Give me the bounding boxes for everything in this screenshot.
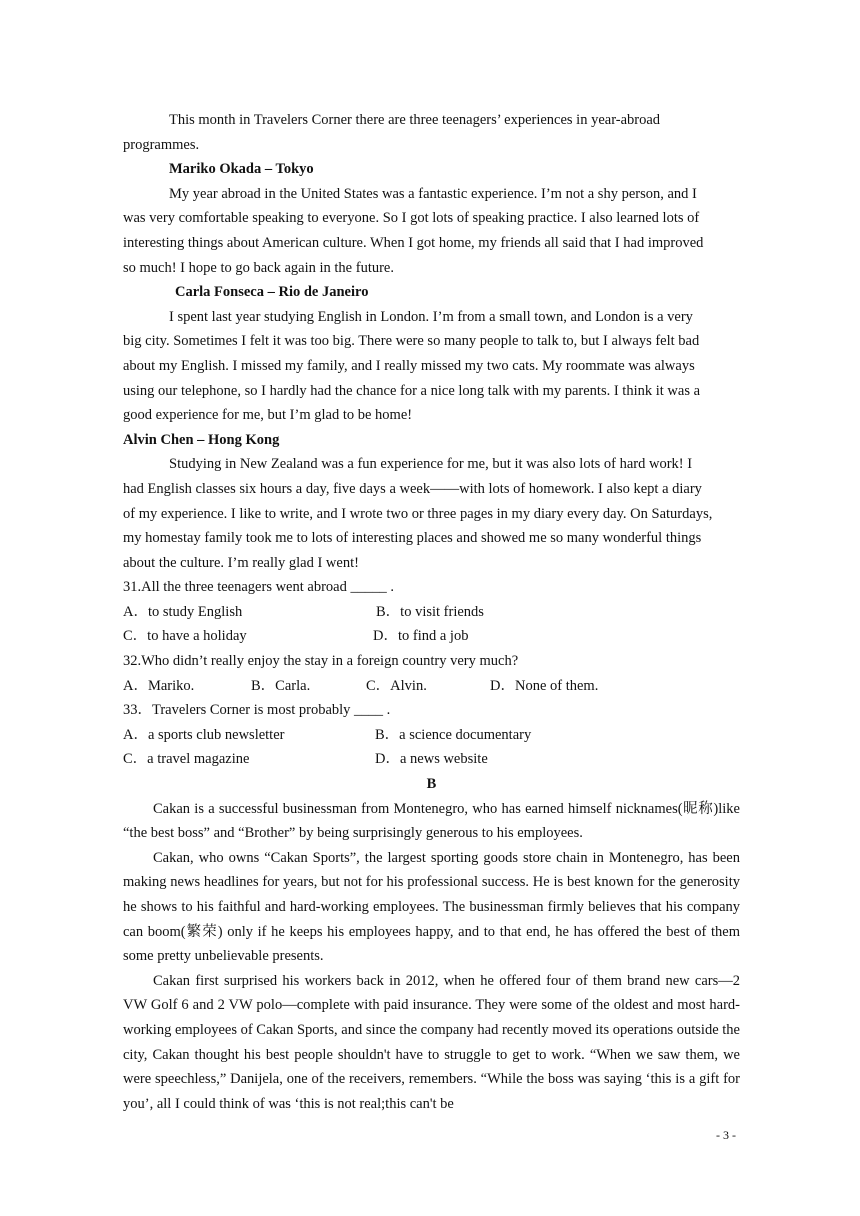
section-b-paragraph: Cakan, who owns “Cakan Sports”, the largest sporting goods store chain in Montenegro, has been making news headlines for years, but not for his professional success. He is best known for the generosity he shows to his faithful and hard-working employees. The businessman firmly believes that his company can boom(繁荣) only if he keeps his employees happy, and to that end, he has offered the best of them some pretty unbelievable presents. <box>123 849 740 965</box>
option-a: A．Mariko. <box>123 677 195 694</box>
option-c: C．a travel magazine <box>123 751 250 768</box>
question-33-options-row <box>123 747 740 772</box>
carla-line: good experience for me, but I’m glad to be home! <box>123 407 413 424</box>
alvin-line: about the culture. I’m really glad I went! <box>123 554 359 571</box>
option-b: B．to visit friends <box>376 603 484 620</box>
section-b-paragraph: Cakan is a successful businessman from Montenegro, who has earned himself nicknames(昵称)like “the best boss” and “Brother” by being surprisingly generous to his employees. <box>123 800 740 842</box>
section-b-heading: B <box>426 776 437 793</box>
question-31-options-row <box>123 624 740 649</box>
intro-line: programmes. <box>123 136 200 153</box>
carla-line: I spent last year studying English in London. I’m from a small town, and London is a very <box>169 308 693 325</box>
mariko-heading: Mariko Okada – Tokyo <box>169 161 314 178</box>
intro-line: This month in Travelers Corner there are three teenagers’ experiences in year-abroad <box>169 112 661 128</box>
page-number: - 3 - <box>716 1128 736 1142</box>
option-c: C．Alvin. <box>366 677 427 694</box>
option-d: D．None of them. <box>490 677 599 694</box>
mariko-line: was very comfortable speaking to everyone. So I got lots of speaking practice. I also learned lots of <box>123 210 700 227</box>
option-d: D．to find a job <box>373 628 469 645</box>
section-b-paragraph: Cakan first surprised his workers back in 2012, when he offered four of them brand new cars—2 VW Golf 6 and 2 VW polo—complete with paid insurance. They were some of the oldest and most hard-working employees of Cakan Sports, and since the company had recently moved its operations outside the city, Cakan thought his best people shouldn't have to struggle to get to work. “When we saw them, we were speechless,” Danijela, one of the receivers, remembers. “While the boss was saying ‘this is a gift for you’, all I could think of was ‘this is not real;this can't be <box>123 972 740 1112</box>
question-32-stem: 32.Who didn’t really enjoy the stay in a foreign country very much? <box>123 653 519 670</box>
carla-heading: Carla Fonseca – Rio de Janeiro <box>175 284 369 301</box>
question-32-options-row <box>123 674 740 699</box>
alvin-line: my homestay family took me to lots of interesting places and showed me so many wonderful things <box>123 530 702 547</box>
alvin-line: had English classes six hours a day, five days a week——with lots of homework. I also kept a diary <box>123 480 702 497</box>
option-b: B．a science documentary <box>375 726 532 743</box>
option-a: A．to study English <box>123 603 243 620</box>
text-column <box>123 108 740 1116</box>
alvin-line: of my experience. I like to write, and I wrote two or three pages in my diary every day. On Saturdays, <box>123 505 713 522</box>
question-33-stem: 33．Travelers Corner is most probably ____ . <box>123 702 391 719</box>
question-33-options-row <box>123 723 740 748</box>
question-31-options-row <box>123 600 740 625</box>
carla-line: big city. Sometimes I felt it was too big. There were so many people to talk to, but I always felt bad <box>123 333 700 350</box>
option-a: A．a sports club newsletter <box>123 726 285 743</box>
option-c: C．to have a holiday <box>123 628 247 645</box>
mariko-line: My year abroad in the United States was a fantastic experience. I’m not a shy person, and I <box>169 185 697 202</box>
question-31-stem: 31.All the three teenagers went abroad _____ . <box>123 579 394 596</box>
mariko-line: interesting things about American culture. When I got home, my friends all said that I had improved <box>123 234 704 251</box>
option-d: D．a news website <box>375 751 488 768</box>
mariko-line: so much! I hope to go back again in the future. <box>123 259 394 276</box>
option-b: B．Carla. <box>251 677 311 694</box>
alvin-heading: Alvin Chen – Hong Kong <box>123 431 280 448</box>
carla-line: about my English. I missed my family, and I really missed my two cats. My roommate was always <box>123 357 695 374</box>
alvin-line: Studying in New Zealand was a fun experience for me, but it was also lots of hard work! I <box>169 456 693 473</box>
carla-line: using our telephone, so I hardly had the chance for a nice long talk with my parents. I think it was a <box>123 382 701 399</box>
